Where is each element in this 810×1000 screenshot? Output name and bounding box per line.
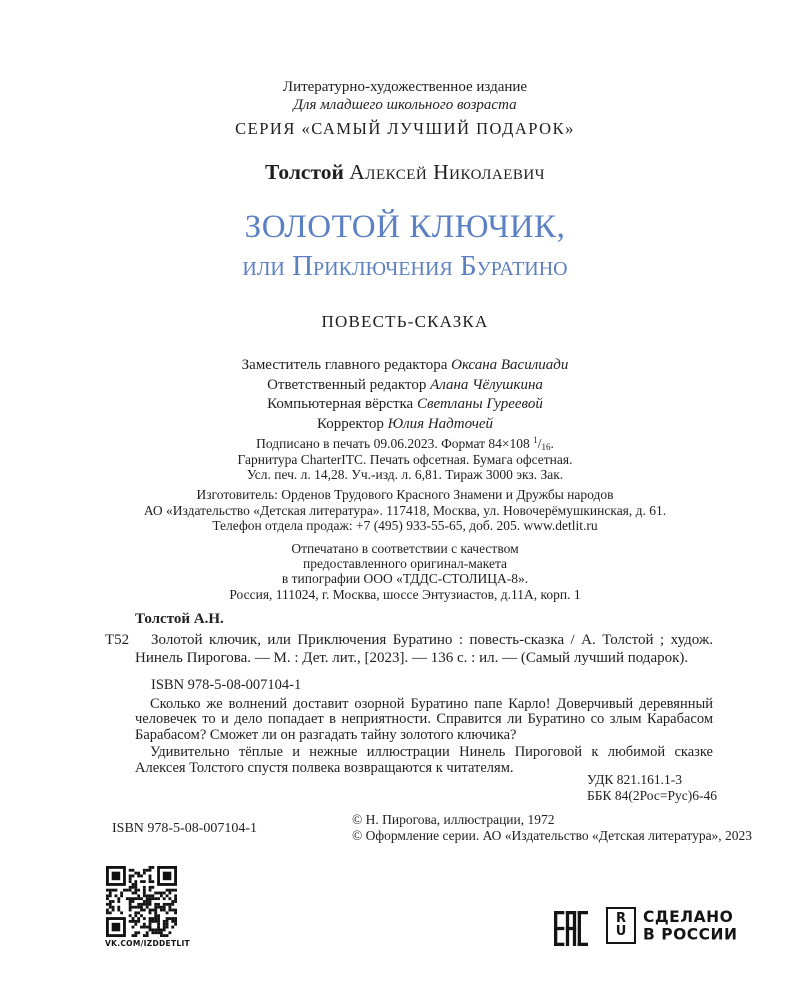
qr-block: [105, 866, 189, 948]
printing-line-1: Отпечатано в соответствии с качеством: [291, 541, 519, 556]
print-details-line-3: Усл. печ. л. 14,28. Уч.-изд. л. 6,81. Тираж 3000 экз. Зак.: [246, 467, 564, 483]
catalog-entry: Золотой ключик, или Приключения Буратино : повесть-сказка / А. Толстой ; худож. Нинель Пирогова. — М. : Дет. лит., [2023]. — 136 с. : ил. — (Самый лучший подарок).: [135, 632, 713, 666]
printing-line-3: в типографии ООО «ТДДС-СТОЛИЦА-8».: [281, 571, 529, 587]
staff-row: Ответственный редактор Алана Чёлушкина: [267, 376, 543, 393]
printing-info: [0, 541, 810, 602]
title-line-2: или Приключения Буратино: [242, 250, 568, 282]
qr-code-icon: [105, 866, 189, 937]
catalog-isbn: ISBN 978-5-08-007104-1: [151, 677, 302, 693]
annotation-paragraph-2: Удивительно тёплые и нежные иллюстрации Нинель Пироговой к любимой сказке Алексея Толстого спустя полвека возвращаются к читателям.: [135, 744, 713, 776]
print-details: [0, 436, 810, 483]
made-in-russia-icon: [606, 907, 737, 944]
edition-type-line: Литературно-художественное издание: [282, 79, 528, 95]
author-name: Алексей Николаевич: [349, 160, 545, 184]
staff-credits: [0, 356, 810, 434]
staff-row: Заместитель главного редактора Оксана Василиади: [241, 357, 569, 373]
printing-line-4: Россия, 111024, г. Москва, шоссе Энтузиастов, д.11А, корп. 1: [229, 586, 581, 602]
print-details-line-2: Гарнитура CharterITC. Печать офсетная. Бумага офсетная.: [237, 451, 573, 467]
eac-mark-icon: [554, 911, 588, 951]
catalog-author: Толстой А.Н.: [135, 611, 224, 627]
manufacturer-line-2: АО «Издательство «Детская литература». 117418, Москва, ул. Новочерёмушкинская, д. 61.: [143, 502, 667, 518]
print-details-line-1: Подписано в печать 09.06.2023. Формат 84×108 $^1/_{16}$.: [256, 435, 554, 452]
catalog-code: Т52: [105, 632, 130, 648]
copyright-lines: [352, 812, 752, 843]
copyright-line-1: © Н. Пирогова, иллюстрации, 1972: [352, 812, 555, 827]
author-surname: Толстой: [265, 160, 344, 184]
manufacturer-info: [0, 487, 810, 534]
annotation: [135, 697, 713, 776]
qr-caption: VK.COM/IZDDETLIT: [105, 939, 190, 948]
staff-row: Корректор Юлия Надточей: [316, 415, 494, 432]
made-in-russia-text: СДЕЛАНО В РОССИИ: [643, 906, 738, 944]
age-note-line: Для младшего школьного возраста: [293, 96, 517, 113]
manufacturer-line-1: Изготовитель: Орденов Трудового Красного Знамени и Дружбы народов: [196, 487, 614, 502]
ru-box: R U: [606, 907, 636, 944]
bbk-line: ББК 84(2Рос=Рус)6-46: [587, 787, 717, 803]
catalog-card: [105, 610, 713, 694]
udk-line: УДК 821.161.1-3: [587, 772, 683, 787]
isbn-footer: ISBN 978-5-08-007104-1: [112, 821, 258, 836]
printing-line-2: предоставленного оригинал-макета: [302, 556, 507, 572]
manufacturer-line-3: Телефон отдела продаж: +7 (495) 933-55-65, доб. 205. www.detlit.ru: [212, 518, 598, 534]
title-line-1: ЗОЛОТОЙ КЛЮЧИК,: [244, 209, 566, 245]
author-line: [0, 160, 810, 185]
udk-bbk: [587, 772, 717, 803]
edition-header: [0, 79, 810, 138]
copyright-line-2: © Оформление серии. АО «Издательство «Детская литература», 2023: [352, 827, 753, 843]
book-title: [0, 208, 810, 285]
subtitle: ПОВЕСТЬ-СКАЗКА: [321, 312, 489, 331]
annotation-paragraph-1: Сколько же волнений доставит озорной Буратино папе Карло! Доверчивый деревянный человечек то и дело попадает в неприятности. Справится ли Буратино со злым Карабасом Барабасом? Сможет ли он разгадать тайну золотого ключика?: [135, 696, 713, 743]
staff-row: Компьютерная вёрстка Светланы Гуреевой: [267, 396, 543, 412]
series-line: СЕРИЯ «САМЫЙ ЛУЧШИЙ ПОДАРОК»: [235, 119, 575, 138]
